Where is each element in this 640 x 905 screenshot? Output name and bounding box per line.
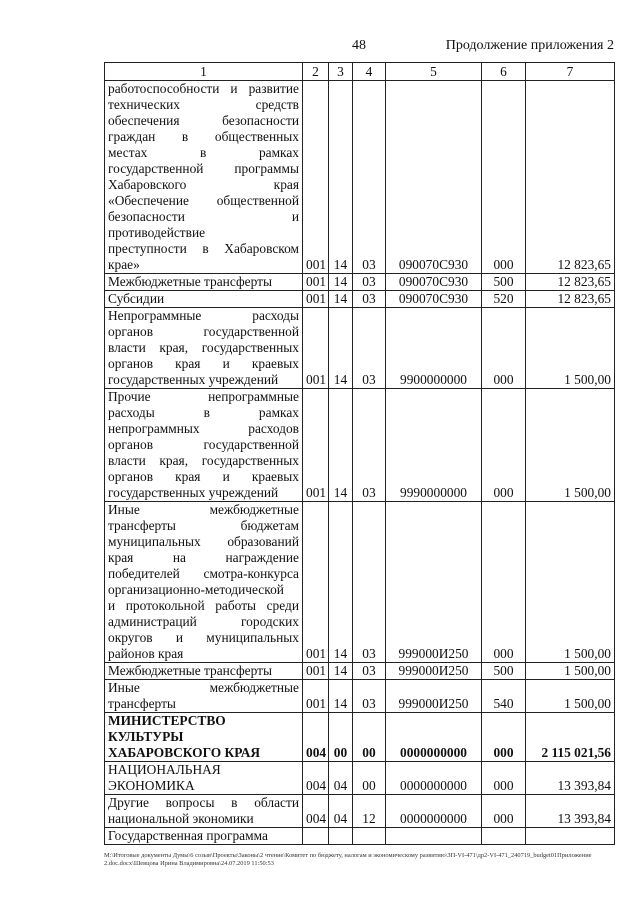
amount: 13 393,84 [526,762,615,795]
admin-code: 001 [303,680,329,713]
target-item-code: 999000И250 [386,663,482,680]
row-name-line: власти края, государственных [108,340,299,355]
table-row [105,828,615,845]
expense-type-code: 000 [482,795,526,828]
admin-code: 001 [303,81,329,274]
subsection-code: 03 [353,502,386,663]
column-number: 1 [105,63,303,81]
table-row [105,680,615,713]
expense-type-code: 000 [482,502,526,663]
target-item-code: 090070С930 [386,274,482,291]
section-code: 14 [329,81,353,274]
page-number: 48 [352,38,366,53]
row-name-line: обеспечения безопасности [108,113,299,128]
table-row [105,389,615,502]
table-row [105,663,615,680]
target-item-code: 090070С930 [386,81,482,274]
row-name [105,828,303,845]
expense-type-code: 540 [482,680,526,713]
row-name-line: местах в рамках [108,145,299,160]
subsection-code: 03 [353,680,386,713]
row-name [105,389,303,502]
table-row [105,274,615,291]
row-name-line: районов края [108,646,184,661]
row-name [105,502,303,663]
row-name [105,680,303,713]
admin-code: 001 [303,308,329,389]
section-code: 14 [329,663,353,680]
amount: 12 823,65 [526,274,615,291]
row-name-line: трансферты [108,696,176,711]
expense-type-code: 520 [482,291,526,308]
row-name-line: Иные межбюджетные [108,680,299,695]
admin-code [303,828,329,845]
expense-type-code: 000 [482,389,526,502]
column-number: 5 [386,63,482,81]
row-name-line: национальной экономики [108,811,254,826]
row-name-line: технических средств [108,97,299,112]
column-number: 7 [526,63,615,81]
subsection-code: 03 [353,663,386,680]
admin-code: 001 [303,389,329,502]
subsection-code: 03 [353,389,386,502]
row-name-line: расходы в рамках [108,405,299,420]
row-name-line: Межбюджетные трансферты [108,663,272,678]
row-name-line: непрограммных расходов [108,421,299,436]
row-name-line: Другие вопросы в области [108,795,299,810]
row-name [105,713,303,762]
admin-code: 004 [303,713,329,762]
section-code: 14 [329,502,353,663]
row-name-line: Субсидии [108,291,165,306]
column-number: 2 [303,63,329,81]
row-name-line: МИНИСТЕРСТВО [108,713,226,728]
row-name-line: противодействие [108,225,206,240]
amount: 1 500,00 [526,389,615,502]
row-name [105,795,303,828]
amount: 12 823,65 [526,81,615,274]
amount: 1 500,00 [526,663,615,680]
row-name-line: администраций городских [108,614,299,629]
row-name-line: Государственная программа [108,828,268,843]
row-name-line: органов государственной [108,324,299,339]
row-name [105,308,303,389]
table-row [105,795,615,828]
target-item-code [386,828,482,845]
table-row [105,81,615,274]
section-code: 04 [329,795,353,828]
admin-code: 001 [303,274,329,291]
section-code: 14 [329,291,353,308]
target-item-code: 0000000000 [386,795,482,828]
amount: 13 393,84 [526,795,615,828]
section-code [329,828,353,845]
row-name-line: государственных учреждений [108,372,279,387]
table-row [105,762,615,795]
amount: 1 500,00 [526,502,615,663]
target-item-code: 999000И250 [386,502,482,663]
subsection-code: 00 [353,713,386,762]
table-row [105,713,615,762]
row-name-line: и протокольной работы среди [108,598,299,613]
subsection-code: 00 [353,762,386,795]
row-name-line: государственной программы [108,161,299,176]
table-row [105,291,615,308]
target-item-code: 0000000000 [386,713,482,762]
amount: 1 500,00 [526,308,615,389]
amount [526,828,615,845]
subsection-code [353,828,386,845]
subsection-code: 03 [353,274,386,291]
target-item-code: 090070С930 [386,291,482,308]
row-name-line: КУЛЬТУРЫ [108,729,184,744]
row-name-line: ХАБАРОВСКОГО КРАЯ [108,745,261,760]
section-code: 14 [329,274,353,291]
row-name-line: Межбюджетные трансферты [108,274,272,289]
admin-code: 001 [303,291,329,308]
continuation-label: Продолжение приложения 2 [445,38,614,53]
target-item-code: 0000000000 [386,762,482,795]
amount: 2 115 021,56 [526,713,615,762]
admin-code: 001 [303,663,329,680]
row-name-line: работоспособности и развитие [108,81,299,96]
expense-type-code: 000 [482,308,526,389]
subsection-code: 03 [353,308,386,389]
row-name-line: органов края и краевых [108,356,299,371]
row-name [105,81,303,274]
column-number: 6 [482,63,526,81]
row-name-line: Хабаровского края [108,177,299,192]
row-name-line: государственных учреждений [108,485,279,500]
target-item-code: 9990000000 [386,389,482,502]
row-name-line: победителей смотра-конкурса [108,566,299,581]
section-code: 14 [329,680,353,713]
row-name-line: ЭКОНОМИКА [108,778,195,793]
table-row [105,308,615,389]
admin-code: 004 [303,795,329,828]
column-number: 4 [353,63,386,81]
row-name-line: безопасности и [108,209,299,224]
budget-table [104,62,615,845]
expense-type-code: 500 [482,274,526,291]
column-number: 3 [329,63,353,81]
expense-type-code: 000 [482,762,526,795]
target-item-code: 999000И250 [386,680,482,713]
column-number-row [105,63,615,81]
section-code: 14 [329,308,353,389]
row-name-line: НАЦИОНАЛЬНАЯ [108,762,221,777]
amount: 1 500,00 [526,680,615,713]
expense-type-code: 000 [482,713,526,762]
table-body [105,81,615,845]
row-name [105,274,303,291]
row-name [105,762,303,795]
row-name-line: преступности в Хабаровском [108,241,299,256]
row-name-line: власти края, государственных [108,453,299,468]
admin-code: 001 [303,502,329,663]
expense-type-code: 500 [482,663,526,680]
row-name-line: Прочие непрограммные [108,389,299,404]
target-item-code: 9900000000 [386,308,482,389]
row-name-line: муниципальных образований [108,534,299,549]
admin-code: 004 [303,762,329,795]
row-name-line: Непрограммные расходы [108,308,299,323]
document-path-footer: M:\Итоговые документы Думы\6 созыв\Проекты\Законы\2 чтение\Комитет по бюджету, налогам и экономическому развитию\ЗП-VI-471\др2-VI-471_240719_budget01Приложение 2.doc.docx\Шевцова Ирина Владимировна\24.07.2019 11:50:53 [104,852,592,867]
table-row [105,502,615,663]
row-name-line: Иные межбюджетные [108,502,299,517]
subsection-code: 12 [353,795,386,828]
subsection-code: 03 [353,81,386,274]
row-name-line: органов края и краевых [108,469,299,484]
row-name-line: «Обеспечение общественной [108,193,299,208]
subsection-code: 03 [353,291,386,308]
section-code: 14 [329,389,353,502]
row-name-line: организационно-методической [108,582,284,597]
amount: 12 823,65 [526,291,615,308]
row-name-line: края на награждение [108,550,299,565]
row-name-line: округов и муниципальных [108,630,299,645]
row-name-line: граждан в общественных [108,129,299,144]
row-name [105,291,303,308]
expense-type-code: 000 [482,81,526,274]
row-name-line: органов государственной [108,437,299,452]
section-code: 04 [329,762,353,795]
row-name-line: трансферты бюджетам [108,518,299,533]
row-name [105,663,303,680]
row-name-line: крае» [108,257,140,272]
expense-type-code [482,828,526,845]
section-code: 00 [329,713,353,762]
